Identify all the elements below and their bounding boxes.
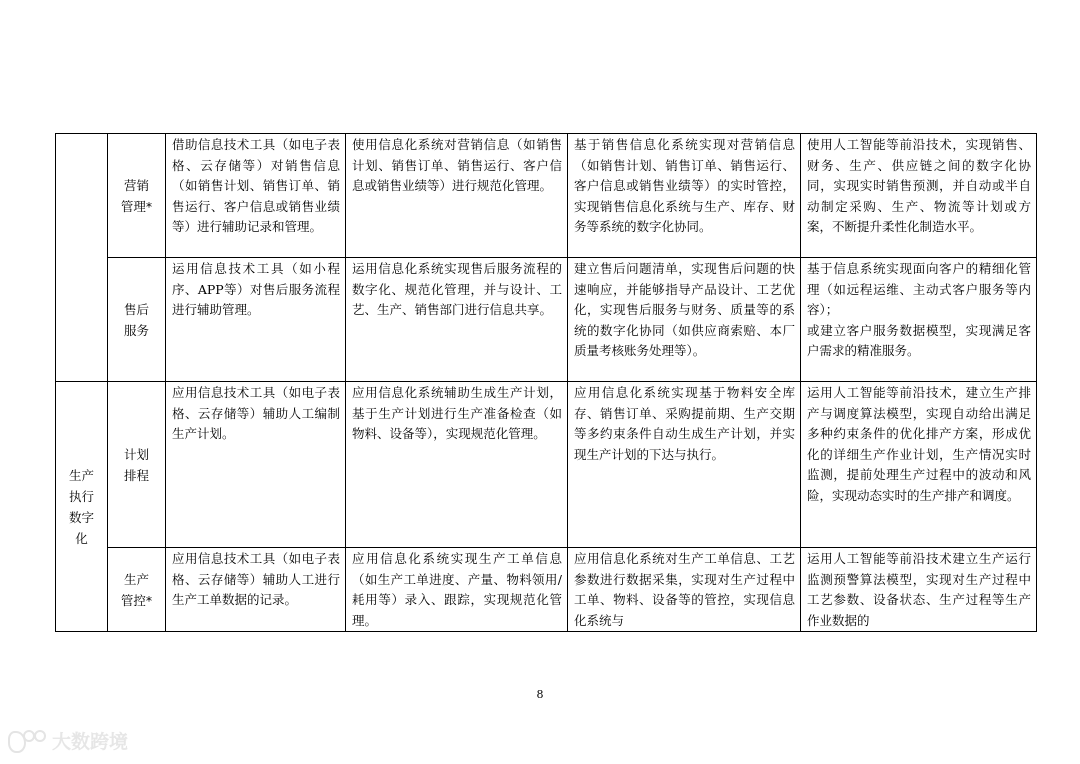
level-cell: 使用人工智能等前沿技术，实现销售、财务、生产、供应链之间的数字化协同，实现实时销售预测，并自动或半自动制定采购、生产、物流等计划或方案，不断提升柔性化制造水平。 (801, 134, 1037, 258)
table-row (56, 382, 1037, 548)
watermark-logo-icon (8, 728, 48, 752)
level-cell: 应用信息化系统对生产工单信息、工艺参数进行数据采集，实现对生产过程中工单、物料、设备等的管控，实现信息化系统与 (568, 548, 801, 632)
watermark-text: 大数跨境 (52, 730, 129, 753)
subcategory-cell: 计划 排程 (108, 382, 166, 548)
level-cell: 运用人工智能等前沿技术建立生产运行监测预警算法模型，实现对生产过程中工艺参数、设备状态、生产过程等生产作业数据的 (801, 548, 1037, 632)
level-cell: 应用信息化系统辅助生成生产计划，基于生产计划进行生产准备检查（如物料、设备等），实现规范化管理。 (346, 382, 568, 548)
table-row (56, 258, 1037, 382)
category-cell: 生产 执行 数字 化 (56, 382, 108, 632)
requirements-table (55, 133, 1037, 632)
subcategory-cell: 售后 服务 (108, 258, 166, 382)
level-cell: 运用信息化系统实现售后服务流程的数字化、规范化管理，并与设计、工艺、生产、销售部门进行信息共享。 (346, 258, 568, 382)
table-row (56, 134, 1037, 258)
level-cell: 应用信息技术工具（如电子表格、云存储等）辅助人工进行生产工单数据的记录。 (166, 548, 346, 632)
level-cell: 运用人工智能等前沿技术，建立生产排产与调度算法模型，实现自动给出满足多种约束条件的优化排产方案，形成优化的详细生产作业计划，生产情况实时监测，提前处理生产过程中的波动和风险，实现动态实时的生产排产和调度。 (801, 382, 1037, 548)
category-cell (56, 134, 108, 382)
table-row (56, 548, 1037, 632)
subcategory-cell: 营销 管理* (108, 134, 166, 258)
level-cell: 应用信息化系统实现生产工单信息（如生产工单进度、产量、物料领用/耗用等）录入、跟踪，实现规范化管理。 (346, 548, 568, 632)
level-cell: 建立售后问题清单，实现售后问题的快速响应，并能够指导产品设计、工艺优化，实现售后服务与财务、质量等的系统的数字化协同（如供应商索赔、本厂质量考核账务处理等）。 (568, 258, 801, 382)
level-cell: 基于销售信息化系统实现对营销信息（如销售计划、销售订单、销售运行、客户信息或销售业绩等）的实时管控，实现销售信息化系统与生产、库存、财务等系统的数字化协同。 (568, 134, 801, 258)
watermark (8, 726, 128, 754)
subcategory-cell: 生产 管控* (108, 548, 166, 632)
page-number: 8 (536, 688, 544, 701)
level-cell: 基于信息系统实现面向客户的精细化管理（如远程运维、主动式客户服务等内容）； 或建立客户服务数据模型，实现满足客户需求的精准服务。 (801, 258, 1037, 382)
level-cell: 借助信息技术工具（如电子表格、云存储等）对销售信息（如销售计划、销售订单、销售运行、客户信息或销售业绩等）进行辅助记录和管理。 (166, 134, 346, 258)
level-cell: 应用信息化系统实现基于物料安全库存、销售订单、采购提前期、生产交期等多约束条件自动生成生产计划，并实现生产计划的下达与执行。 (568, 382, 801, 548)
level-cell: 使用信息化系统对营销信息（如销售计划、销售订单、销售运行、客户信息或销售业绩等）进行规范化管理。 (346, 134, 568, 258)
level-cell: 运用信息技术工具（如小程序、APP等）对售后服务流程进行辅助管理。 (166, 258, 346, 382)
level-cell: 应用信息技术工具（如电子表格、云存储等）辅助人工编制生产计划。 (166, 382, 346, 548)
